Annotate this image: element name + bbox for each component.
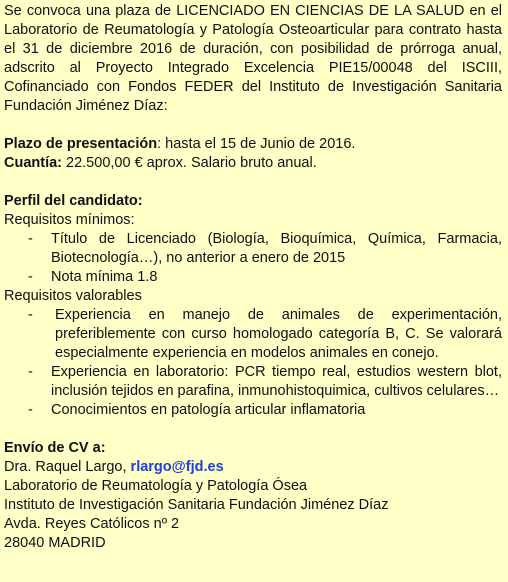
list-item: [4, 363, 502, 401]
amount-value: 22.500,00 € aprox. Salario bruto anual.: [62, 155, 317, 171]
list-item-text: Conocimientos en patología articular inflamatoria: [51, 402, 366, 418]
contact-line: [4, 458, 502, 477]
list-item-text: Título de Licenciado (Biología, Bioquímica, Química, Farmacia, Biotecnología…), no anterior a enero de 2015: [51, 231, 502, 266]
valued-requirements-list: [4, 306, 502, 420]
minimum-requirements-list: [4, 230, 502, 287]
spacer: [4, 116, 502, 135]
minimum-requirements-title: Requisitos mínimos:: [4, 212, 135, 228]
dash-marker: -: [28, 307, 33, 323]
list-item-text: Experiencia en laboratorio: PCR tiempo real, estudios western blot, inclusión tejidos en parafina, inmunohistoquimica, cultivos celulares…: [51, 364, 502, 399]
list-item: [4, 230, 502, 268]
list-item: [4, 401, 502, 420]
dash-marker: -: [28, 364, 33, 380]
address-line-city: 28040 MADRID: [4, 535, 106, 551]
spacer: [4, 420, 502, 439]
spacer: [4, 173, 502, 192]
contact-name: Dra. Raquel Largo,: [4, 459, 131, 475]
address-line-street: Avda. Reyes Católicos nº 2: [4, 516, 180, 532]
dash-marker: -: [28, 269, 33, 285]
intro-paragraph: Se convoca una plaza de LICENCIADO EN CIENCIAS DE LA SALUD en el Laboratorio de Reumatología y Patología Osteoarticular para contrato hasta el 31 de diciembre 2016 de duración, con posibilidad de prórroga anual, adscrito al Proyecto Integrado Excelencia PIE15/00048 del ISCIII, Cofinanciado con Fondos FEDER del Instituto de Investigación Sanitaria Fundación Jiménez Díaz:: [4, 3, 502, 114]
amount-line: [4, 154, 502, 173]
send-cv-heading: Envío de CV a:: [4, 440, 106, 456]
amount-label: Cuantía:: [4, 155, 62, 171]
address-line-institute: Instituto de Investigación Sanitaria Fundación Jiménez Díaz: [4, 497, 389, 513]
dash-marker: -: [28, 402, 33, 418]
contact-email-link[interactable]: rlargo@fjd.es: [130, 459, 224, 475]
address-line-department: Laboratorio de Reumatología y Patología Ósea: [4, 478, 308, 494]
dash-marker: -: [28, 231, 33, 247]
list-item-text: Experiencia en manejo de animales de experimentación, preferiblemente con curso homologado categoría B, C. Se valorará especialmente experiencia en modelos animales en conejo.: [55, 307, 502, 361]
list-item: [4, 306, 502, 363]
list-item-text: Nota mínima 1.8: [51, 269, 158, 285]
deadline-line: [4, 135, 502, 154]
profile-heading: Perfil del candidato:: [4, 193, 143, 209]
deadline-label: Plazo de presentación: [4, 136, 158, 152]
deadline-value: : hasta el 15 de Junio de 2016.: [157, 136, 356, 152]
list-item: [4, 268, 502, 287]
valued-requirements-title: Requisitos valorables: [4, 288, 142, 304]
